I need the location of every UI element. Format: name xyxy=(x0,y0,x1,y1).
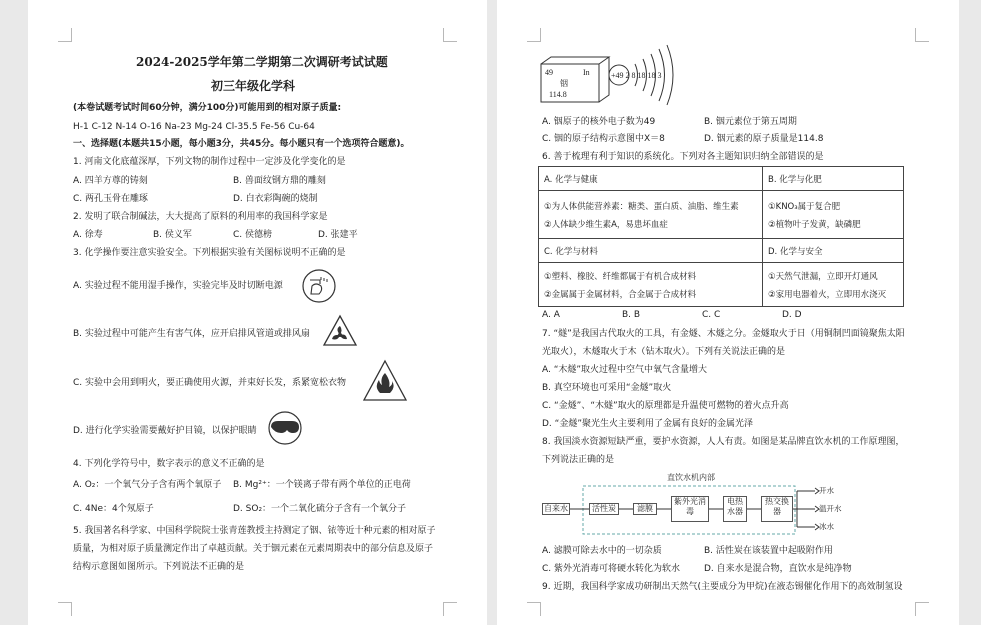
exam-title: 2024-2025学年第二学期第二次调研考试试题 xyxy=(136,55,388,69)
question-1: 1. 河南文化底蕴深厚，下列文物的制作过程中一定涉及化学变化的是 xyxy=(73,157,346,167)
q8-option-b: B. 活性炭在该装置中起吸附作用 xyxy=(704,546,833,556)
crop-mark-tl xyxy=(527,28,541,42)
table-a-line2: ②人体缺少维生素A，易患坏血症 xyxy=(544,219,668,230)
safety-goggles-icon xyxy=(265,410,305,446)
q8-option-d: D. 自来水是混合物，直饮水是纯净物 xyxy=(704,564,852,574)
q8-option-a: A. 滤膜可除去水中的一切杂质 xyxy=(542,546,662,556)
table-cell-a-body xyxy=(539,191,763,239)
crop-mark-bl xyxy=(527,602,541,616)
table-b-line1: ①KNO₃属于复合肥 xyxy=(768,201,841,212)
q2-option-d: D. 张建平 xyxy=(318,230,358,240)
atom-structure-label: +49 2 8 18 18 3 xyxy=(611,71,662,80)
q7-option-d: D. “金燧”聚光生火主要利用了金属有良好的金属光泽 xyxy=(542,419,753,429)
crop-mark-bl xyxy=(58,602,72,616)
question-4: 4. 下列化学符号中，数字表示的意义不正确的是 xyxy=(73,459,265,469)
q5-option-c: C. 铟的原子结构示意图中X＝8 xyxy=(542,134,665,144)
q1-option-c: C. 两孔玉骨在雕琢 xyxy=(73,194,149,204)
q1-option-a: A. 四羊方尊的铸刻 xyxy=(73,176,148,186)
question-5-line2: 质量，为相对原子质量测定作出了卓越贡献。关于铟元素在元素周期表中的部分信息及原子 xyxy=(73,544,434,554)
exam-note: (本卷试题考试时间60分钟，满分100分)可能用到的相对原子质量: xyxy=(73,103,342,113)
q3-option-d: D. 进行化学实验需要戴好护目镜，以保护眼睛 xyxy=(73,426,257,436)
knowledge-table xyxy=(538,166,904,307)
table-d-line2: ②家用电器着火，立即用水浇灭 xyxy=(768,289,887,300)
question-8-line2: 下列说法正确的是 xyxy=(542,455,615,465)
diagram-uv-disinfection: 紫外光消毒 xyxy=(671,496,709,522)
q4-option-c: C. 4Ne：4个氖原子 xyxy=(73,504,154,514)
q7-option-b: B. 真空环境也可采用“金燧”取火 xyxy=(542,383,672,393)
crop-mark-tr xyxy=(915,28,929,42)
diagram-tap-water: 自来水 xyxy=(544,504,568,513)
question-7-line2: 光取火），木燧取火于木（钻木取火）。下列有关说法正确的是 xyxy=(542,347,786,357)
document-page-1 xyxy=(28,0,487,625)
hand-washing-icon xyxy=(300,268,338,304)
open-flame-icon xyxy=(362,359,408,403)
q5-option-a: A. 铟原子的核外电子数为49 xyxy=(542,117,656,127)
table-cell-c-head: C. 化学与材料 xyxy=(539,239,763,263)
element-mass: 114.8 xyxy=(549,90,567,99)
q5-option-b: B. 铟元素位于第五周期 xyxy=(704,117,797,127)
q7-option-c: C. “金燧”、“木燧”取火的原理都是升温使可燃物的着火点升高 xyxy=(542,401,789,411)
question-9: 9. 近期，我国科学家成功研制出天然气(主要成分为甲烷)在液态锡催化作用下的高效制氢设 xyxy=(542,582,903,592)
q2-option-a: A. 徐寿 xyxy=(73,230,103,240)
q4-option-a: A. O₂：一个氧气分子含有两个氧原子 xyxy=(73,480,222,490)
crop-mark-br xyxy=(915,602,929,616)
q6-option-a: A. A xyxy=(542,310,560,320)
q5-option-d: D. 铟元素的原子质量是114.8 xyxy=(704,134,824,144)
q2-option-c: C. 侯德榜 xyxy=(233,230,273,240)
table-cell-c-body xyxy=(539,263,763,307)
crop-mark-tr xyxy=(443,28,457,42)
q2-option-b: B. 侯义军 xyxy=(153,230,192,240)
question-6: 6. 善于梳理有利于知识的系统化。下列对各主题知识归纳全部错误的是 xyxy=(542,152,824,162)
table-cell-a-head: A. 化学与健康 xyxy=(539,167,763,191)
diagram-electric-heater: 电热水器 xyxy=(723,496,747,522)
vertical-scrollbar-track[interactable] xyxy=(959,0,981,625)
section-heading: 一、选择题(本题共15小题，每小题3分，共45分。每小题只有一个选项符合题意)。 xyxy=(73,139,410,149)
q6-option-d: D. D xyxy=(782,310,802,320)
diagram-output-cold: 冰水 xyxy=(819,522,834,531)
diagram-output-warm: 温开水 xyxy=(819,504,842,513)
table-cell-b-head: B. 化学与化肥 xyxy=(763,167,904,191)
q3-option-c: C. 实验中会用到明火，要正确使用火源，并束好长发，系紧宽松衣物 xyxy=(73,378,347,388)
diagram-output-boiling: 开水 xyxy=(819,486,834,495)
document-page-2 xyxy=(497,0,959,625)
table-c-line2: ②金属属于金属材料，合金属于合成材料 xyxy=(544,289,697,300)
table-c-line1: ①塑料、橡胶、纤维都属于有机合成材料 xyxy=(544,271,697,282)
atomic-masses: H-1 C-12 N-14 O-16 Na-23 Mg-24 Cl-35.5 Fe-56 Cu-64 xyxy=(73,122,315,132)
table-d-line1: ①天然气泄漏，立即开灯通风 xyxy=(768,271,878,282)
table-a-line1: ①为人体供能营养素：糖类、蛋白质、油脂、维生素 xyxy=(544,201,739,212)
table-cell-d-body xyxy=(763,263,904,307)
q6-option-c: C. C xyxy=(702,310,721,320)
question-5-line1: 5. 我国著名科学家、中国科学院院士张青莲教授主持测定了铟、铱等近十种元素的相对原子 xyxy=(73,526,436,536)
q1-option-d: D. 白衣彩陶碗的烧制 xyxy=(233,194,318,204)
question-3: 3. 化学操作要注意实验安全。下列根据实验有关图标说明不正确的是 xyxy=(73,248,346,258)
diagram-caption: 直饮水机内部 xyxy=(667,473,715,482)
question-5-line3: 结构示意图如图所示。下列说法不正确的是 xyxy=(73,562,245,572)
diagram-heat-exchanger: 热交换器 xyxy=(761,496,793,522)
diagram-filter-membrane: 滤膜 xyxy=(633,503,657,515)
diagram-activated-carbon: 活性炭 xyxy=(589,503,619,515)
q8-option-c: C. 紫外光消毒可将硬水转化为软水 xyxy=(542,564,681,574)
table-cell-d-head: D. 化学与安全 xyxy=(763,239,904,263)
question-8-line1: 8. 我国淡水资源短缺严重，要护水资源，人人有责。如图是某品牌直饮水机的工作原理图， xyxy=(542,437,905,447)
question-2: 2. 发明了联合制碱法，大大提高了原料的利用率的我国科学家是 xyxy=(73,212,328,222)
element-name: 铟 xyxy=(560,79,568,88)
element-number: 49 xyxy=(545,68,553,77)
table-b-line2: ②植物叶子发黄，缺磷肥 xyxy=(768,219,861,230)
q4-option-d: D. SO₂：一个二氧化硫分子含有一个氧分子 xyxy=(233,504,407,514)
q4-option-b: B. Mg²⁺：一个镁离子带有两个单位的正电荷 xyxy=(233,480,411,490)
table-cell-b-body xyxy=(763,191,904,239)
q1-option-b: B. 兽面纹钢方鼎的雕刻 xyxy=(233,176,326,186)
q3-option-b: B. 实验过程中可能产生有害气体，应开启排风管道或排风扇 xyxy=(73,329,310,339)
q6-option-b: B. B xyxy=(622,310,641,320)
question-7-line1: 7. “燧”是我国古代取火的工具，有金燧、木燧之分。金燧取火于日（用铜制凹面镜聚焦太阳 xyxy=(542,329,905,339)
q3-option-a: A. 实验过程不能用湿手操作，实验完毕及时切断电源 xyxy=(73,281,283,291)
element-symbol: In xyxy=(583,68,590,77)
exam-subtitle: 初三年级化学科 xyxy=(211,79,296,93)
exhaust-fan-icon xyxy=(322,314,358,348)
q7-option-a: A. “木燧”取火过程中空气中氧气含量增大 xyxy=(542,365,708,375)
crop-mark-br xyxy=(443,602,457,616)
crop-mark-tl xyxy=(58,28,72,42)
